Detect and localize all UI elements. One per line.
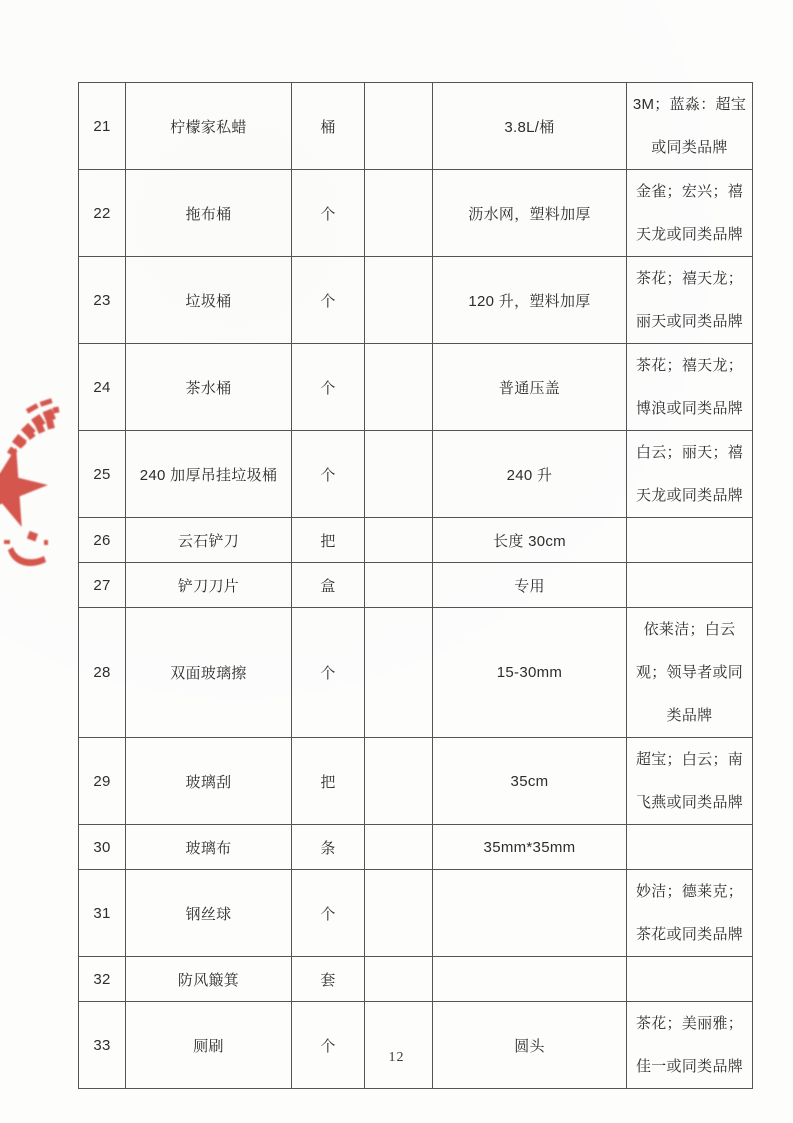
- cell-item-name: 玻璃刮: [126, 738, 292, 825]
- cell-spec: 普通压盖: [433, 344, 627, 431]
- table-row: [79, 344, 753, 431]
- cell-brand: [627, 738, 753, 825]
- brand-text: 3M；蓝淼：超宝或同类品牌: [632, 96, 747, 156]
- cell-item-name: 拖布桶: [126, 170, 292, 257]
- cell-brand: [627, 170, 753, 257]
- cell-unit: 个: [292, 170, 365, 257]
- cell-brand: [627, 431, 753, 518]
- cell-brand: [627, 870, 753, 957]
- table-row: [79, 170, 753, 257]
- cell-empty: [365, 825, 433, 870]
- cell-unit: 个: [292, 257, 365, 344]
- seal-arc-text: [7, 398, 59, 456]
- cell-no: 23: [79, 257, 126, 344]
- cell-brand: [627, 83, 753, 170]
- cell-unit: 条: [292, 825, 365, 870]
- table-row: [79, 563, 753, 608]
- cell-item-name: 铲刀刀片: [126, 563, 292, 608]
- cell-brand: [627, 608, 753, 738]
- cell-unit: 个: [292, 1002, 365, 1089]
- table-row: [79, 957, 753, 1002]
- cell-spec: 长度 30cm: [433, 518, 627, 563]
- cell-spec: 专用: [433, 563, 627, 608]
- cell-item-name: 240 加厚吊挂垃圾桶: [126, 431, 292, 518]
- cell-spec: 圆头: [433, 1002, 627, 1089]
- cell-spec: 35cm: [433, 738, 627, 825]
- cell-unit: 盒: [292, 563, 365, 608]
- brand-text: 金雀；宏兴；禧天龙或同类品牌: [635, 183, 744, 243]
- cell-no: 31: [79, 870, 126, 957]
- cell-unit: 个: [292, 870, 365, 957]
- brand-text: 妙洁；德莱克；茶花或同类品牌: [635, 883, 744, 943]
- cell-brand: [627, 1002, 753, 1089]
- brand-text: 茶花；美丽雅；佳一或同类品牌: [635, 1015, 744, 1075]
- cell-no: 30: [79, 825, 126, 870]
- cell-no: 25: [79, 431, 126, 518]
- cell-no: 21: [79, 83, 126, 170]
- cell-no: 32: [79, 957, 126, 1002]
- table-row: [79, 738, 753, 825]
- cell-brand: [627, 344, 753, 431]
- cell-empty: [365, 83, 433, 170]
- cell-unit: 把: [292, 518, 365, 563]
- cell-spec: [433, 870, 627, 957]
- cell-item-name: 垃圾桶: [126, 257, 292, 344]
- cell-spec: 3.8L/桶: [433, 83, 627, 170]
- cell-item-name: 厕刷: [126, 1002, 292, 1089]
- brand-text: 茶花；禧天龙；丽天或同类品牌: [635, 270, 744, 330]
- cell-empty: [365, 738, 433, 825]
- cell-spec: 15-30mm: [433, 608, 627, 738]
- cell-empty: [365, 344, 433, 431]
- table-row: [79, 608, 753, 738]
- cell-empty: [365, 870, 433, 957]
- cell-empty: [365, 957, 433, 1002]
- brand-text: 茶花；禧天龙；博浪或同类品牌: [635, 357, 744, 417]
- cell-spec: 35mm*35mm: [433, 825, 627, 870]
- cell-empty: [365, 257, 433, 344]
- cell-no: 26: [79, 518, 126, 563]
- cell-brand: [627, 957, 753, 1002]
- cell-unit: 套: [292, 957, 365, 1002]
- cell-no: 33: [79, 1002, 126, 1089]
- cell-unit: 把: [292, 738, 365, 825]
- cell-unit: 桶: [292, 83, 365, 170]
- cell-no: 22: [79, 170, 126, 257]
- page-number: 12: [388, 1050, 405, 1065]
- cell-no: 27: [79, 563, 126, 608]
- cell-item-name: 钢丝球: [126, 870, 292, 957]
- cell-empty: [365, 170, 433, 257]
- cell-spec: 120 升，塑料加厚: [433, 257, 627, 344]
- cell-unit: 个: [292, 431, 365, 518]
- cell-brand: [627, 257, 753, 344]
- cell-item-name: 双面玻璃擦: [126, 608, 292, 738]
- table-row: [79, 1002, 753, 1089]
- cell-no: 29: [79, 738, 126, 825]
- supply-table: [78, 82, 753, 1089]
- cell-empty: [365, 431, 433, 518]
- cell-spec: 240 升: [433, 431, 627, 518]
- table-row: [79, 870, 753, 957]
- cell-item-name: 防风簸箕: [126, 957, 292, 1002]
- cell-empty: [365, 608, 433, 738]
- cell-empty: [365, 563, 433, 608]
- table-row: [79, 518, 753, 563]
- table-body: [79, 83, 753, 1089]
- seal-star: [0, 438, 55, 531]
- cell-item-name: 玻璃布: [126, 825, 292, 870]
- cell-no: 24: [79, 344, 126, 431]
- cell-empty: [365, 1002, 433, 1089]
- table-row: [79, 83, 753, 170]
- table-row: [79, 257, 753, 344]
- brand-text: 白云；丽天；禧天龙或同类品牌: [635, 444, 744, 504]
- cell-unit: 个: [292, 608, 365, 738]
- cell-item-name: 云石铲刀: [126, 518, 292, 563]
- cell-item-name: 茶水桶: [126, 344, 292, 431]
- cell-spec: [433, 957, 627, 1002]
- cell-item-name: 柠檬家私蜡: [126, 83, 292, 170]
- table-row: [79, 431, 753, 518]
- cell-brand: [627, 563, 753, 608]
- cell-brand: [627, 825, 753, 870]
- cell-no: 28: [79, 608, 126, 738]
- brand-text: 超宝；白云；南飞燕或同类品牌: [635, 751, 744, 811]
- cell-unit: 个: [292, 344, 365, 431]
- cell-spec: 沥水网，塑料加厚: [433, 170, 627, 257]
- brand-text: 依莱洁；白云观；领导者或同类品牌: [635, 621, 744, 724]
- cell-empty: [365, 518, 433, 563]
- seal-bottom-stroke: [4, 531, 48, 566]
- table-row: [79, 825, 753, 870]
- cell-brand: [627, 518, 753, 563]
